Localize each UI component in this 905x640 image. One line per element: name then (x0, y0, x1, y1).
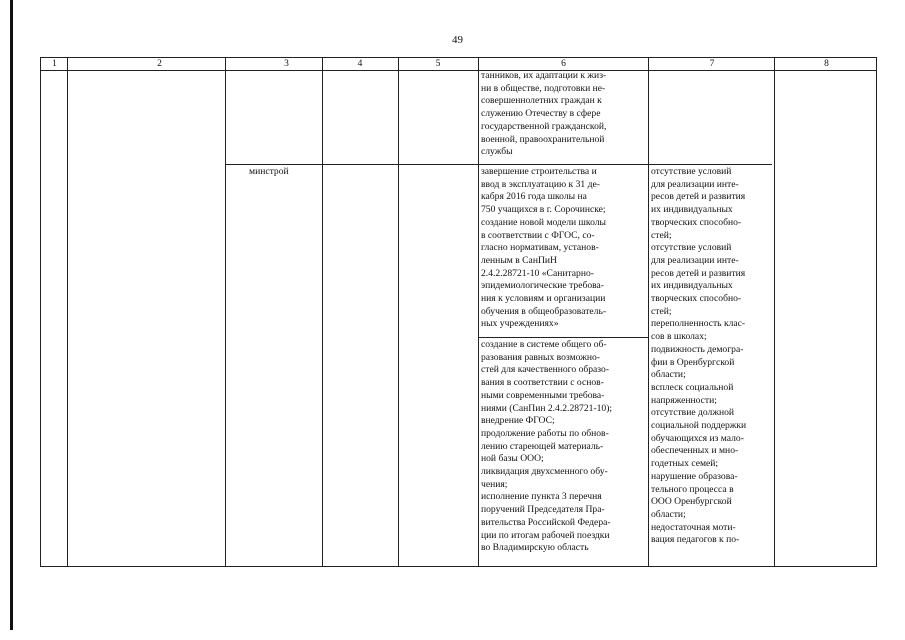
header-col-7: 7 (709, 59, 715, 69)
column-divider (67, 58, 68, 566)
column-divider (322, 58, 323, 566)
row2-col6b-text: создание в системе общего об- разования равных возможно- стей для качественного образо- вания в соответствии с основ- ными современными требова- ниями (СанПин 2.4.2.28721-10); внедрение ФГОС; продолжение работы по обнов- лению стареющей материаль- ной базы ООО; ликвидация двухсменного обу- чения; исполнение пункта 3 перечня поручений Председателя Пра- вительства Российской Федера- ции по итогам рабочей поездки во Владимирскую область (481, 339, 613, 554)
scan-edge-bar (10, 0, 13, 630)
row-divider (225, 164, 772, 165)
header-col-5: 5 (435, 59, 441, 69)
column-divider (398, 58, 399, 566)
row2-col7-text: отсутствие условий для реализации инте- ресов детей и развития их индивидуальных творческих способно- стей; отсутствие условий для реализации инте- ресов детей и развития их индивидуальных творческих способно- стей; переполненность клас- сов в школах; подвижность демогра- фии в Оренбургской области; всплеск социальной напряженности; отсутствие должной социальной поддержки обучающихся из мало- обеспеченных и мно- годетных семей; нарушение образова- тельного процесса в ООО Оренбургской области; недостаточная моти- вация педагогов к по- (651, 166, 747, 546)
row2-col3-ministry: минстрой (249, 166, 289, 177)
data-table (40, 57, 877, 567)
header-col-6: 6 (561, 59, 566, 69)
header-col-4: 4 (357, 59, 363, 69)
header-col-3: 3 (284, 59, 289, 69)
page-number: 49 (452, 34, 463, 46)
column-divider (774, 58, 775, 566)
header-col-1: 1 (52, 59, 57, 69)
header-col-8: 8 (824, 59, 829, 69)
row1-col6-text: танников, их адаптации к жиз- ни в обществе, подготовки не- совершеннолетних граждан к служению Отечеству в сфере государственной гражданской, военной, правоохранительной службы (481, 70, 607, 158)
row-divider (478, 337, 648, 338)
header-col-2: 2 (157, 59, 162, 69)
column-divider (648, 58, 649, 566)
column-divider (478, 58, 479, 566)
column-divider (225, 58, 226, 566)
row2-col6a-text: завершение строительства и ввод в эксплуатацию к 31 де- кабря 2016 года школы на 750 учащихся в г. Сорочинске; создание новой модели школы в соответствии с ФГОС, со- гласно нормативам, установ- ленным в СанПиН 2.4.2.28721-10 «Санитарно- эпидемиологические требова- ния к условиям и организации обучения в общеобразователь- ных учреждениях» (481, 166, 607, 330)
